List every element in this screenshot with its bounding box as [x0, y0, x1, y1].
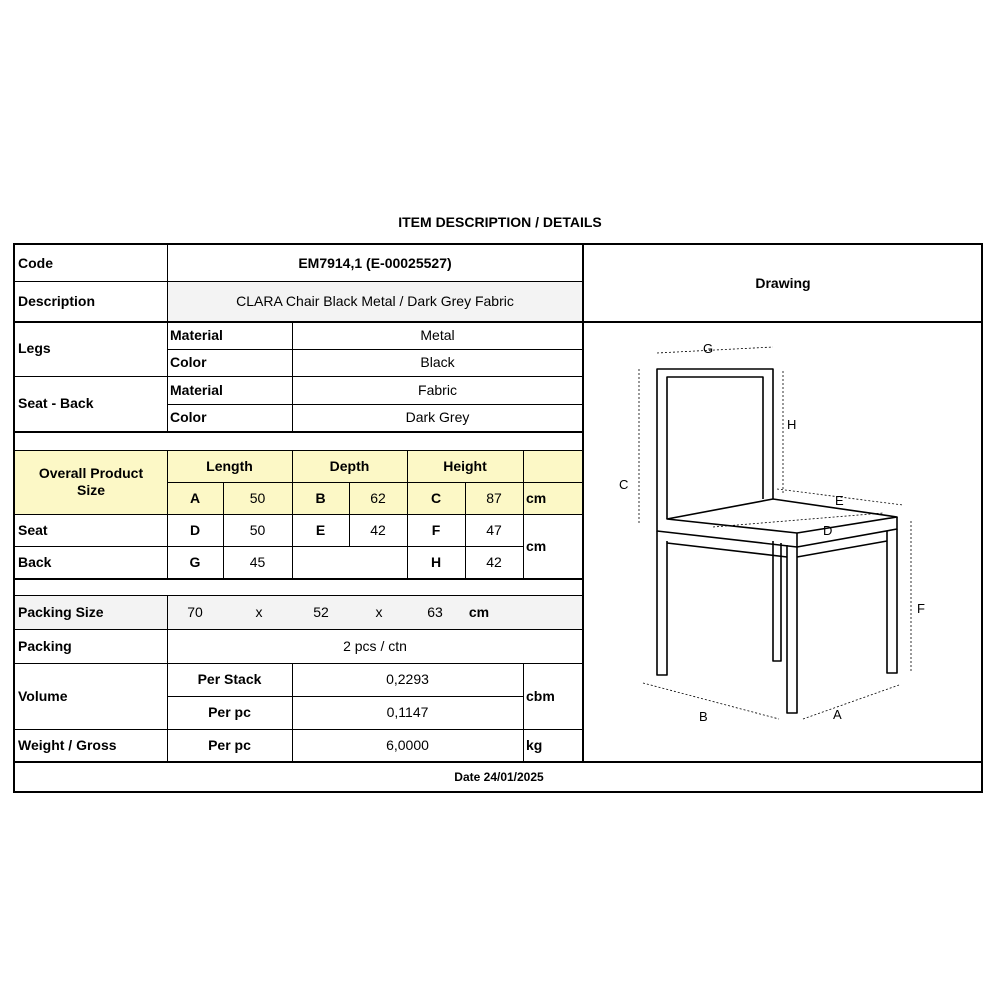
drawing-label-f: F	[917, 601, 925, 616]
legs-label: Legs	[18, 340, 51, 357]
dim-b-value: 62	[370, 489, 386, 506]
dim-d-key: D	[189, 521, 201, 538]
weight-label: Weight / Gross	[18, 736, 117, 753]
seat-label: Seat	[18, 521, 48, 538]
drawing-label-a: A	[833, 707, 842, 722]
dim-a-value: 50	[249, 489, 266, 506]
chair-drawing	[583, 321, 983, 761]
overall-unit: cm	[526, 489, 547, 506]
back-label: Back	[18, 553, 52, 570]
drawing-label-g: G	[703, 341, 714, 356]
height-header: Height	[443, 457, 487, 474]
drawing-label-d: D	[823, 523, 833, 538]
overall-size-label-line2: Size	[76, 482, 105, 498]
seat-back-color-value: Dark Grey	[405, 409, 470, 426]
overall-size-label	[15, 450, 167, 514]
seat-back-unit: cm	[526, 537, 547, 554]
volume-per-stack-value: 0,2293	[386, 671, 429, 688]
weight-value: 6,0000	[386, 736, 429, 753]
dim-c-key: C	[430, 489, 442, 506]
seat-back-label: Seat - Back	[18, 395, 94, 412]
packing-value: 2 pcs / ctn	[343, 637, 407, 654]
packing-size-label: Packing Size	[18, 603, 104, 620]
description-value: CLARA Chair Black Metal / Dark Grey Fabric	[236, 292, 514, 309]
depth-header: Depth	[329, 457, 370, 474]
seat-back-material-label: Material	[170, 381, 223, 398]
weight-per-pc-label: Per pc	[208, 736, 251, 753]
packing-width: 52	[313, 603, 329, 620]
dim-c-value: 87	[486, 489, 502, 506]
date-footer: Date 24/01/2025	[454, 769, 544, 784]
packing-height: 63	[427, 603, 443, 620]
document-title: ITEM DESCRIPTION / DETAILS	[398, 214, 602, 230]
overall-size-label-line1: Overall Product	[38, 465, 144, 482]
code-label: Code	[18, 254, 53, 271]
packing-label: Packing	[18, 637, 72, 654]
dim-f-value: 47	[486, 521, 502, 538]
description-label: Description	[18, 292, 96, 309]
legs-color-value: Black	[420, 354, 455, 371]
legs-material-label: Material	[170, 326, 223, 343]
dim-e-key: E	[315, 521, 326, 538]
dim-a-key: A	[189, 489, 201, 506]
dim-g-value: 45	[249, 553, 266, 570]
seat-back-material-value: Fabric	[418, 381, 457, 398]
dim-g-key: G	[189, 553, 201, 570]
volume-label: Volume	[18, 687, 68, 704]
packing-x2: x	[375, 603, 383, 620]
volume-per-pc-label: Per pc	[208, 704, 251, 721]
legs-color-label: Color	[170, 354, 207, 371]
drawing-label-b: B	[699, 709, 708, 724]
drawing-label-e: E	[835, 493, 844, 508]
dim-h-key: H	[430, 553, 442, 570]
drawing-label-h: H	[787, 417, 797, 432]
length-header: Length	[206, 457, 253, 474]
legs-material-value: Metal	[420, 326, 455, 343]
spec-sheet	[13, 243, 983, 793]
seat-back-color-label: Color	[170, 409, 207, 426]
volume-per-pc-value: 0,1147	[386, 704, 429, 721]
packing-x1: x	[255, 603, 263, 620]
dim-b-key: B	[315, 489, 326, 506]
dim-d-value: 50	[249, 521, 266, 538]
drawing-label-c: C	[619, 477, 629, 492]
packing-length: 70	[187, 603, 203, 620]
volume-per-stack-label: Per Stack	[197, 671, 262, 688]
code-value: EM7914,1 (E-00025527)	[298, 254, 452, 271]
dim-h-value: 42	[486, 553, 502, 570]
dim-f-key: F	[431, 521, 441, 538]
weight-unit: kg	[526, 736, 543, 753]
dim-e-value: 42	[370, 521, 386, 538]
volume-unit: cbm	[526, 687, 555, 704]
packing-unit: cm	[468, 603, 490, 620]
drawing-label: Drawing	[755, 274, 811, 291]
